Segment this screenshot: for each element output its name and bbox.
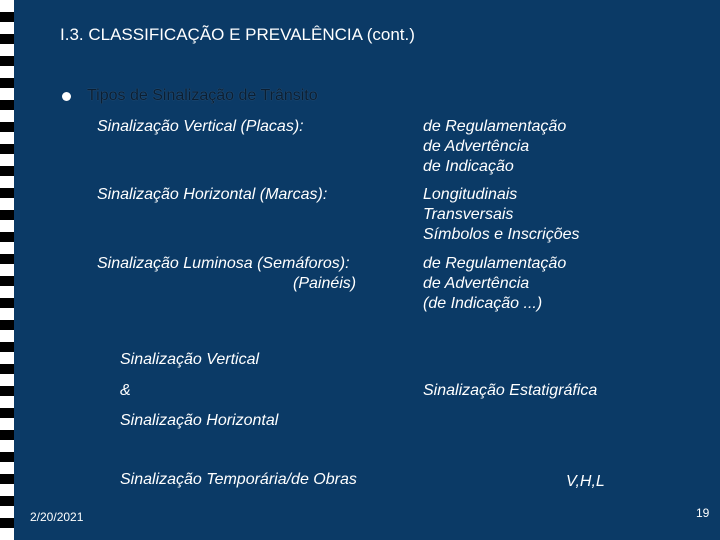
row-label-paineis: (Painéis): [293, 275, 357, 292]
list-item: Transversais: [423, 206, 514, 223]
lower-horizontal: Sinalização Horizontal: [120, 412, 279, 429]
bullet-heading: [62, 86, 318, 106]
list-item: de Regulamentação: [423, 118, 567, 135]
list-item: de Regulamentação: [423, 255, 567, 272]
row-label-horizontal: Sinalização Horizontal (Marcas):: [97, 186, 328, 203]
lower-vertical: Sinalização Vertical: [120, 351, 260, 368]
row-label-vertical: Sinalização Vertical (Placas):: [97, 118, 304, 135]
list-item: Longitudinais: [423, 186, 518, 203]
list-item: de Indicação: [423, 158, 514, 175]
lower-estatigrafica: Sinalização Estatigráfica: [423, 382, 598, 399]
row-list-vertical: [423, 117, 566, 177]
row-list-luminosa: [423, 254, 566, 314]
row-list-horizontal: [423, 185, 580, 245]
list-item: (de Indicação ...): [423, 295, 543, 312]
row-label-luminosa: Sinalização Luminosa (Semáforos):: [97, 255, 350, 272]
lower-vhl: V,H,L: [566, 473, 605, 490]
page-number: 19: [696, 506, 710, 520]
decorative-border-strip: [0, 0, 14, 540]
list-item: de Advertência: [423, 138, 530, 155]
bullet-text: Tipos de Sinalização de Trânsito: [87, 87, 318, 104]
bullet-dot-icon: [62, 92, 71, 101]
lower-temporaria: Sinalização Temporária/de Obras: [120, 471, 357, 488]
list-item: de Advertência: [423, 275, 530, 292]
lower-ampersand: &: [120, 382, 131, 399]
footer-date: 2/20/2021: [30, 510, 84, 524]
slide-title: I.3. CLASSIFICAÇÃO E PREVALÊNCIA (cont.): [60, 25, 415, 44]
list-item: Símbolos e Inscrições: [423, 226, 580, 243]
